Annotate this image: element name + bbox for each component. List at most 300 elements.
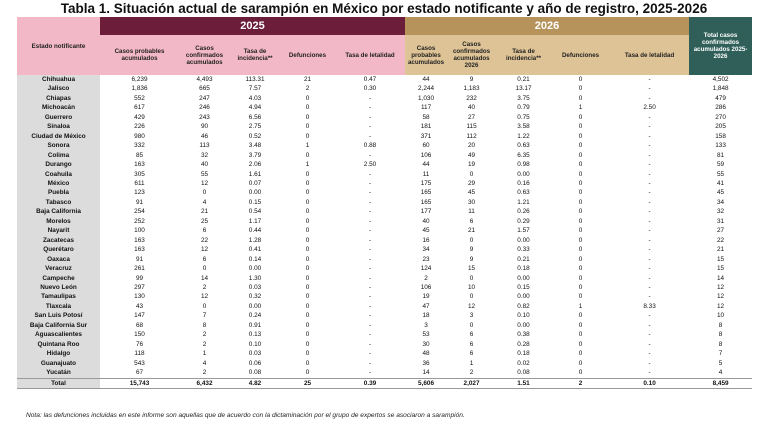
table-row xyxy=(17,264,752,273)
value-cell: 6 xyxy=(469,217,474,225)
value-cell: 0 xyxy=(305,189,310,197)
value-cell: 0 xyxy=(578,113,583,121)
value-cell: 0 xyxy=(578,283,583,291)
value-cell: 0 xyxy=(469,274,474,282)
value-cell: 1,183 xyxy=(463,85,480,93)
value-cell: 15 xyxy=(717,255,725,263)
value-cell: 552 xyxy=(134,94,145,102)
value-cell: - xyxy=(648,265,651,273)
state-cell: Veracruz xyxy=(17,264,100,273)
value-cell: - xyxy=(648,151,651,159)
value-cell: 19 xyxy=(422,293,430,301)
value-cell: 40 xyxy=(200,161,209,169)
value-cell: 58 xyxy=(422,113,430,121)
value-cell: - xyxy=(368,246,372,254)
value-cell: 45 xyxy=(422,227,430,235)
table-row xyxy=(17,113,752,122)
table-row xyxy=(17,359,752,368)
value-cell: 43 xyxy=(135,302,144,310)
value-cell: 0.14 xyxy=(248,255,262,263)
value-cell: 0 xyxy=(578,340,583,348)
value-cell: 55 xyxy=(717,170,725,178)
value-cell: 0 xyxy=(578,132,583,140)
state-cell: Colima xyxy=(17,151,100,160)
table-row xyxy=(17,349,752,358)
value-cell: 0.52 xyxy=(248,132,262,140)
value-cell: 13.17 xyxy=(515,85,532,93)
value-cell: 27 xyxy=(717,227,725,235)
value-cell: 124 xyxy=(420,265,432,273)
value-cell: - xyxy=(368,331,372,339)
value-cell: 0.21 xyxy=(517,76,530,83)
value-cell: 247 xyxy=(199,94,210,102)
value-cell: 2 xyxy=(202,283,207,291)
value-cell: - xyxy=(368,236,372,244)
value-cell: 0 xyxy=(305,302,310,310)
header-total: Total casos confirmados acumulados 2025-2026 xyxy=(689,17,752,75)
value-cell: - xyxy=(648,321,651,329)
value-cell: 980 xyxy=(134,132,145,140)
page-title: Tabla 1. Situación actual de sarampión en México por estado notificante y año de registro, 2025-2026 xyxy=(60,1,708,16)
value-cell: 113 xyxy=(199,142,210,150)
value-cell: - xyxy=(648,236,651,244)
value-cell: 0.98 xyxy=(517,161,530,169)
table-row xyxy=(17,226,752,235)
value-cell: - xyxy=(368,104,372,112)
value-cell: 12 xyxy=(717,302,725,310)
table-row xyxy=(17,368,752,378)
value-cell: 175 xyxy=(420,179,432,187)
value-cell: 0.00 xyxy=(248,265,262,273)
state-cell: San Luis Potosí xyxy=(17,311,100,320)
header-incidencia-2025: Tasa de incidencia** xyxy=(230,35,280,75)
value-cell: 68 xyxy=(135,321,144,329)
value-cell: 0 xyxy=(305,340,310,348)
value-cell: 0 xyxy=(578,217,583,225)
value-cell: - xyxy=(648,179,651,187)
header-probables-2025: Casos probables acumulados xyxy=(100,35,179,75)
state-cell: Tabasco xyxy=(17,198,100,207)
value-cell: 16 xyxy=(422,236,430,244)
value-cell: 0 xyxy=(578,85,583,93)
state-cell: Nayarit xyxy=(17,226,100,235)
value-cell: 2.06 xyxy=(248,161,262,169)
value-cell: 0.10 xyxy=(610,378,689,388)
value-cell: 0 xyxy=(578,170,583,178)
value-cell: - xyxy=(368,369,372,377)
value-cell: - xyxy=(368,359,372,367)
state-cell: Sinaloa xyxy=(17,122,100,131)
value-cell: 46 xyxy=(200,132,209,140)
value-cell: 29 xyxy=(467,179,476,187)
value-cell: 0 xyxy=(305,123,310,131)
value-cell: 226 xyxy=(134,123,145,131)
value-cell: 1,030 xyxy=(418,94,435,102)
value-cell: 0 xyxy=(305,94,310,102)
value-cell: 0.38 xyxy=(517,331,530,339)
table-row xyxy=(17,340,752,349)
value-cell: 0 xyxy=(578,227,583,235)
value-cell: - xyxy=(648,170,651,178)
value-cell: 0 xyxy=(578,331,583,339)
value-cell: - xyxy=(368,265,372,273)
value-cell: 0 xyxy=(305,312,310,320)
value-cell: 205 xyxy=(715,123,726,131)
value-cell: 45 xyxy=(717,189,725,197)
value-cell: 0.02 xyxy=(517,359,530,367)
value-cell: 9 xyxy=(469,246,474,254)
value-cell: 32 xyxy=(717,208,725,216)
total-row xyxy=(17,378,752,388)
value-cell: 21 xyxy=(303,76,312,83)
value-cell: 1 xyxy=(469,359,474,367)
value-cell: 31 xyxy=(717,217,725,225)
value-cell: 6,432 xyxy=(179,378,230,388)
value-cell: 117 xyxy=(420,104,432,112)
value-cell: 158 xyxy=(715,132,726,140)
value-cell: 0.08 xyxy=(517,369,530,377)
value-cell: 0 xyxy=(578,369,583,377)
value-cell: 49 xyxy=(467,151,476,159)
value-cell: 2 xyxy=(202,340,207,348)
value-cell: 3.58 xyxy=(517,123,530,131)
value-cell: - xyxy=(368,293,372,301)
value-cell: 22 xyxy=(200,236,209,244)
value-cell: 4 xyxy=(202,198,207,206)
value-cell: 0 xyxy=(469,293,474,301)
value-cell: 0.82 xyxy=(517,302,530,310)
state-cell: Chihuahua xyxy=(17,75,100,84)
value-cell: 254 xyxy=(134,208,145,216)
value-cell: 252 xyxy=(134,217,145,225)
value-cell: 232 xyxy=(466,94,477,102)
value-cell: 1.51 xyxy=(496,378,551,388)
table-row xyxy=(17,103,752,112)
value-cell: - xyxy=(648,350,651,358)
header-confirmados-2025: Casos confirmados acumulados xyxy=(179,35,230,75)
value-cell: 0.88 xyxy=(363,142,377,150)
value-cell: - xyxy=(368,113,372,121)
value-cell: - xyxy=(368,217,372,225)
value-cell: - xyxy=(368,321,372,329)
value-cell: 44 xyxy=(422,76,430,83)
value-cell: 0 xyxy=(578,246,583,254)
value-cell: - xyxy=(368,283,372,291)
value-cell: 0.00 xyxy=(248,189,262,197)
value-cell: 0 xyxy=(578,350,583,358)
value-cell: 23 xyxy=(422,255,430,263)
table-row xyxy=(17,207,752,216)
value-cell: 2 xyxy=(469,369,474,377)
value-cell: 0.15 xyxy=(517,283,530,291)
value-cell: - xyxy=(648,246,651,254)
value-cell: 6,239 xyxy=(131,76,148,83)
value-cell: 0.54 xyxy=(248,208,262,216)
value-cell: - xyxy=(648,161,651,169)
value-cell: 0 xyxy=(202,265,207,273)
value-cell: - xyxy=(648,123,651,131)
value-cell: 0 xyxy=(305,132,310,140)
value-cell: 0 xyxy=(578,312,583,320)
value-cell: 100 xyxy=(134,227,145,235)
state-cell: Ciudad de México xyxy=(17,132,100,141)
value-cell: 12 xyxy=(467,302,476,310)
value-cell: 0.33 xyxy=(517,246,530,254)
value-cell: 0 xyxy=(305,265,310,273)
value-cell: 6 xyxy=(469,331,474,339)
value-cell: 0 xyxy=(305,246,310,254)
value-cell: - xyxy=(368,227,372,235)
state-cell: Guerrero xyxy=(17,113,100,122)
value-cell: 0 xyxy=(578,293,583,301)
table-row xyxy=(17,302,752,311)
value-cell: 0 xyxy=(578,236,583,244)
value-cell: 665 xyxy=(199,85,210,93)
value-cell: - xyxy=(368,312,372,320)
header-state: Estado notificante xyxy=(17,17,100,75)
value-cell: 76 xyxy=(135,340,144,348)
value-cell: 34 xyxy=(717,198,725,206)
value-cell: 8,459 xyxy=(689,378,752,388)
value-cell: - xyxy=(648,113,651,121)
value-cell: - xyxy=(648,359,651,367)
value-cell: 0.79 xyxy=(517,104,530,112)
value-cell: - xyxy=(368,302,372,310)
value-cell: 0.00 xyxy=(517,236,530,244)
footnote: Nota: las defunciones incluidas en este informe son aquellas que de acuerdo con la dictaminación por el grupo de expertos se asociaron a sarampión. xyxy=(26,412,465,419)
value-cell: 1,848 xyxy=(712,85,729,93)
state-cell: Campeche xyxy=(17,274,100,283)
table-body xyxy=(17,75,752,388)
value-cell: 0 xyxy=(305,198,310,206)
value-cell: 22 xyxy=(717,236,725,244)
value-cell: 163 xyxy=(134,246,145,254)
value-cell: 14 xyxy=(200,274,209,282)
value-cell: 0.63 xyxy=(517,142,530,150)
value-cell: 0 xyxy=(305,151,310,159)
value-cell: 0.00 xyxy=(248,302,262,310)
state-cell: Zacatecas xyxy=(17,236,100,245)
table-row xyxy=(17,132,752,141)
value-cell: 2,244 xyxy=(418,85,435,93)
value-cell: 41 xyxy=(717,179,725,187)
value-cell: 8 xyxy=(718,340,723,348)
value-cell: 99 xyxy=(135,274,144,282)
value-cell: 2 xyxy=(424,274,428,282)
measles-table xyxy=(17,17,752,389)
value-cell: 4.82 xyxy=(230,378,280,388)
state-cell: Quintana Roo xyxy=(17,340,100,349)
value-cell: 106 xyxy=(420,151,432,159)
state-cell: Puebla xyxy=(17,188,100,197)
value-cell: 30 xyxy=(467,198,476,206)
value-cell: - xyxy=(368,94,372,102)
value-cell: 10 xyxy=(717,312,725,320)
value-cell: 1.22 xyxy=(517,132,530,140)
value-cell: 11 xyxy=(422,170,430,178)
value-cell: 0.30 xyxy=(363,85,377,93)
value-cell: - xyxy=(648,142,651,150)
value-cell: 2.50 xyxy=(363,161,377,169)
value-cell: 0 xyxy=(578,151,583,159)
value-cell: 6 xyxy=(469,340,474,348)
value-cell: 0.39 xyxy=(335,378,405,388)
table-row xyxy=(17,94,752,103)
value-cell: 0.32 xyxy=(248,293,262,301)
value-cell: 8.33 xyxy=(643,302,656,310)
value-cell: - xyxy=(648,94,651,102)
header-defunciones-2026: Defunciones xyxy=(551,35,610,75)
value-cell: - xyxy=(368,170,372,178)
state-cell: Oaxaca xyxy=(17,255,100,264)
value-cell: 0 xyxy=(578,359,583,367)
value-cell: 67 xyxy=(135,369,144,377)
value-cell: 0.03 xyxy=(248,283,262,291)
state-cell: Chiapas xyxy=(17,94,100,103)
value-cell: 12 xyxy=(717,293,725,301)
value-cell: 0 xyxy=(305,255,310,263)
year-header-2025: 2025 xyxy=(100,17,405,35)
value-cell: 1,836 xyxy=(131,85,148,93)
value-cell: 0 xyxy=(202,302,207,310)
value-cell: 6.56 xyxy=(248,113,262,121)
value-cell: 7.57 xyxy=(248,85,262,93)
value-cell: 1 xyxy=(305,142,310,150)
table-row xyxy=(17,84,752,93)
header-confirmados-2026: Casos confirmados acumulados 2026 xyxy=(447,35,496,75)
value-cell: - xyxy=(648,227,651,235)
value-cell: - xyxy=(368,208,372,216)
value-cell: 60 xyxy=(422,142,430,150)
header-defunciones-2025: Defunciones xyxy=(280,35,335,75)
value-cell: 1.61 xyxy=(248,170,262,178)
value-cell: - xyxy=(648,340,651,348)
value-cell: 0 xyxy=(578,189,583,197)
table-row xyxy=(17,188,752,197)
value-cell: 479 xyxy=(715,94,726,102)
header-letalidad-2026: Tasa de letalidad xyxy=(610,35,689,75)
value-cell: 2 xyxy=(202,369,207,377)
value-cell: 0.41 xyxy=(248,246,262,254)
value-cell: 0.75 xyxy=(517,113,530,121)
value-cell: 0.07 xyxy=(248,179,262,187)
value-cell: 0 xyxy=(578,161,583,169)
value-cell: 40 xyxy=(467,104,476,112)
value-cell: 2 xyxy=(551,378,610,388)
value-cell: - xyxy=(648,293,651,301)
value-cell: 0.29 xyxy=(517,217,530,225)
value-cell: 6 xyxy=(202,255,207,263)
value-cell: 2 xyxy=(305,85,310,93)
value-cell: 6.35 xyxy=(517,151,530,159)
value-cell: - xyxy=(648,274,651,282)
value-cell: 0 xyxy=(578,142,583,150)
table-row xyxy=(17,311,752,320)
value-cell: 0.00 xyxy=(517,170,530,178)
value-cell: - xyxy=(648,85,651,93)
table-row xyxy=(17,122,752,131)
value-cell: 3.79 xyxy=(248,151,262,159)
table-row xyxy=(17,75,752,84)
value-cell: - xyxy=(648,217,651,225)
value-cell: - xyxy=(648,369,651,377)
value-cell: 1.28 xyxy=(248,236,262,244)
value-cell: 0.15 xyxy=(248,198,262,206)
value-cell: 2.50 xyxy=(643,104,656,112)
value-cell: 0.18 xyxy=(517,265,530,273)
value-cell: 91 xyxy=(135,198,144,206)
value-cell: 25 xyxy=(280,378,335,388)
table-row xyxy=(17,330,752,339)
value-cell: 4.94 xyxy=(248,104,262,112)
table-row xyxy=(17,160,752,169)
value-cell: 21 xyxy=(200,208,209,216)
value-cell: 18 xyxy=(422,312,430,320)
state-cell: Nuevo León xyxy=(17,283,100,292)
value-cell: 130 xyxy=(134,293,145,301)
state-cell: Querétaro xyxy=(17,245,100,254)
state-cell: Jalisco xyxy=(17,84,100,93)
value-cell: 12 xyxy=(200,246,209,254)
value-cell: 0.00 xyxy=(517,321,530,329)
value-cell: - xyxy=(368,198,372,206)
value-cell: 44 xyxy=(422,161,430,169)
value-cell: 48 xyxy=(422,350,430,358)
value-cell: 0 xyxy=(305,274,310,282)
value-cell: 15 xyxy=(717,265,725,273)
value-cell: 91 xyxy=(135,255,144,263)
value-cell: - xyxy=(368,132,372,140)
value-cell: 7 xyxy=(202,312,207,320)
value-cell: 0 xyxy=(578,208,583,216)
value-cell: 47 xyxy=(422,302,430,310)
value-cell: 150 xyxy=(134,331,145,339)
value-cell: 106 xyxy=(420,283,432,291)
value-cell: 0.10 xyxy=(248,340,262,348)
value-cell: 1.57 xyxy=(517,227,530,235)
value-cell: 30 xyxy=(422,340,430,348)
value-cell: 261 xyxy=(134,265,145,273)
value-cell: 0 xyxy=(578,321,583,329)
value-cell: 0 xyxy=(305,104,310,112)
value-cell: 45 xyxy=(467,189,476,197)
value-cell: 0 xyxy=(305,350,310,358)
value-cell: - xyxy=(648,189,651,197)
value-cell: 8 xyxy=(202,321,207,329)
value-cell: 36 xyxy=(422,359,430,367)
value-cell: 270 xyxy=(715,113,726,121)
value-cell: - xyxy=(648,208,651,216)
value-cell: 115 xyxy=(466,123,477,131)
value-cell: 0.44 xyxy=(248,227,262,235)
value-cell: 9 xyxy=(469,76,474,83)
value-cell: 0 xyxy=(578,94,583,102)
value-cell: - xyxy=(368,151,372,159)
value-cell: - xyxy=(648,331,651,339)
value-cell: - xyxy=(648,255,651,263)
value-cell: 14 xyxy=(717,274,725,282)
value-cell: 243 xyxy=(199,113,210,121)
value-cell: 0 xyxy=(305,170,310,178)
year-header-2026: 2026 xyxy=(405,17,689,35)
value-cell: - xyxy=(368,340,372,348)
value-cell: - xyxy=(368,123,372,131)
value-cell: 15 xyxy=(467,265,476,273)
value-cell: 297 xyxy=(134,283,145,291)
value-cell: 4 xyxy=(718,369,723,377)
state-cell: Hidalgo xyxy=(17,349,100,358)
state-cell: Yucatán xyxy=(17,368,100,378)
